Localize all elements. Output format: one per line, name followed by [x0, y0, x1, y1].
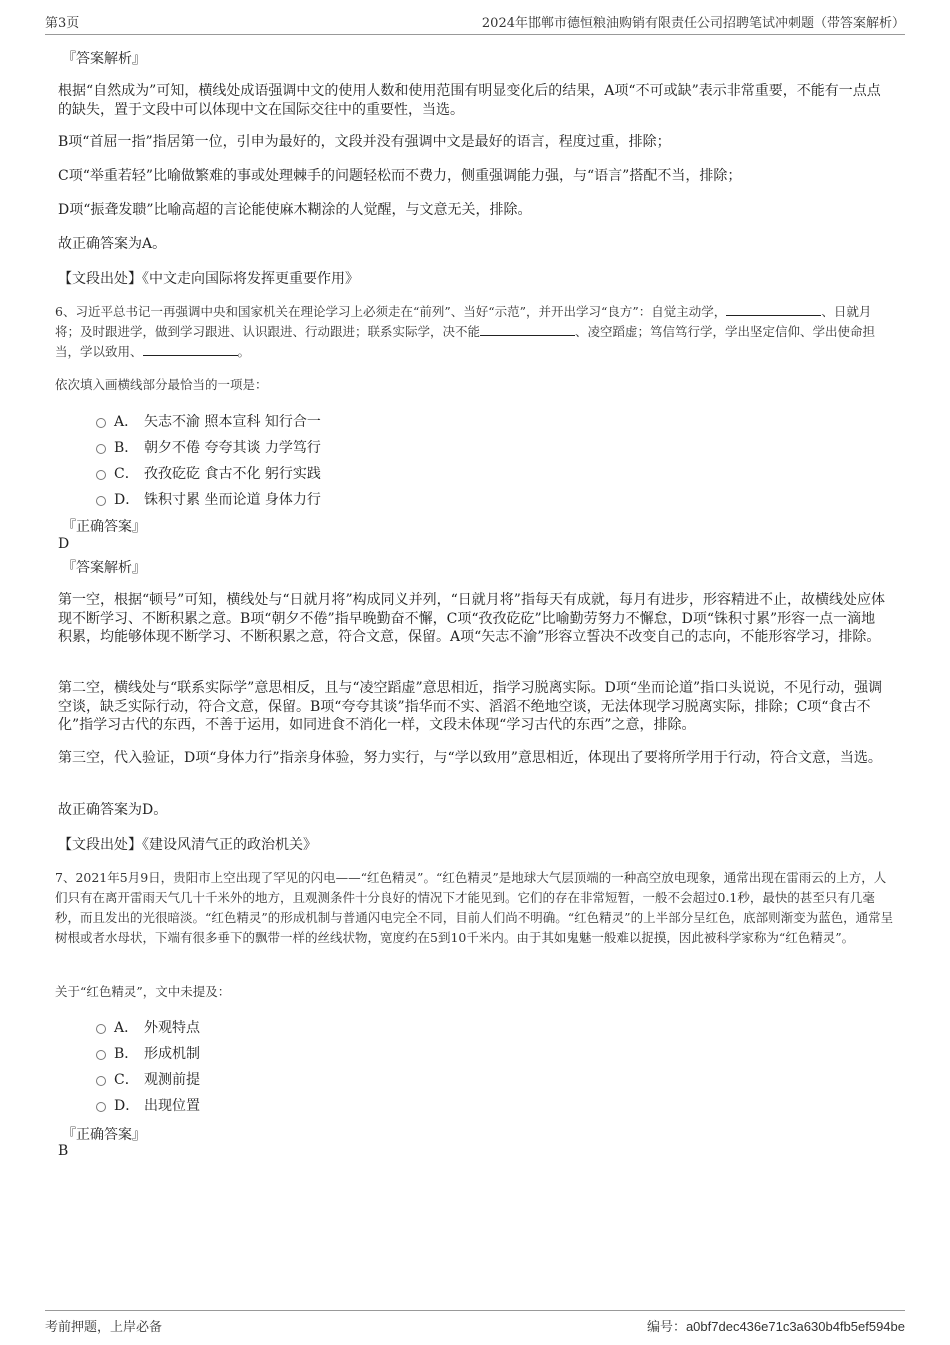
- option-c[interactable]: C． 观测前提: [96, 1069, 200, 1091]
- page-footer: [45, 1310, 905, 1336]
- correct-answer-label: 『正确答案』: [62, 1127, 146, 1143]
- question-prompt: 依次填入画横线部分最恰当的一项是：: [55, 377, 268, 392]
- analysis-paragraph: 第三空，代入验证，D项“身体力行”指亲身体验，努力实行，与“学以致用”意思相近，体现出了要将所学用于行动，符合文意，当选。: [58, 750, 882, 766]
- question-prompt: 关于“红色精灵”，文中未提及：: [55, 984, 231, 999]
- analysis-paragraph: D项“振聋发聩”比喻高超的言论能使麻木糊涂的人觉醒，与文意无关，排除。: [58, 202, 532, 218]
- analysis-paragraph: 第二空，横线处与“联系实际学”意思相反，且与“凌空蹈虚”意思相近，指学习脱离实际。D项“坐而论道”指口头说说，不见行动，强调空谈，缺乏实际行动，符合文意，保留。B项“夸夸其谈”指华而不实、滔滔不绝地空谈，无法体现学习脱离实际，排除；C项“食古不化”指学习古代的东西，不善于运用，如同进食不消化一样，文段未体现“学习古代的东西”之意，排除。: [58, 680, 883, 733]
- footer-slogan: 考前押题，上岸必备: [45, 1320, 163, 1335]
- question-stem: 7、2021年5月9日，贵阳市上空出现了罕见的闪电——“红色精灵”。“红色精灵”是地球大气层顶端的一种高空放电现象，通常出现在雷雨云的上方，人们只有在离开雷雨天气几十千米外的地方，且观测条件十分良好的情况下才能见到。它们的存在非常短暂，一般不会超过0.1秒，最快的甚至只有几毫秒，而且发出的光很暗淡。“红色精灵”的形成机制与普通闪电完全不同，目前人们尚不明确。“红色精灵”的上半部分呈红色，底部则渐变为蓝色，通常呈树根或者水母状，下端有很多垂下的飘带一样的丝线状物，宽度约在5到10千米内。由于其如鬼魅一般难以捉摸，因此被科学家称为“红色精灵”。: [55, 870, 894, 945]
- analysis-paragraph: 第一空，根据“顿号”可知，横线处与“日就月将”构成同义并列，“日就月将”指每天有成就，每月有进步，形容精进不止，故横线处应体现不断学习、不断积累之意。B项“朝夕不倦”指早晚勤奋不懈，C项“孜孜矻矻”比喻勤劳努力不懈怠，D项“铢积寸累”形容一点一滴地积累，均能够体现不断学习、不断积累之意，符合文意，保留。A项“矢志不渝”形容立誓决不改变自己的志向，不能形容学习，排除。: [58, 592, 885, 645]
- conclusion: 故正确答案为A。: [58, 236, 167, 252]
- radio-icon[interactable]: [96, 496, 106, 506]
- analysis-label: 『答案解析』: [62, 51, 146, 67]
- option-d[interactable]: D． 出现位置: [96, 1095, 200, 1117]
- option-b[interactable]: B． 朝夕不倦 夸夸其谈 力学笃行: [96, 437, 321, 459]
- analysis-paragraph: 根据“自然成为”可知，横线处成语强调中文的使用人数和使用范围有明显变化后的结果，A项“不可或缺”表示非常重要，不能有一点点的缺失，置于文段中可以体现中文在国际交往中的重要性，当选。: [58, 83, 881, 118]
- analysis-label: 『答案解析』: [62, 560, 146, 576]
- analysis-paragraph: C项“举重若轻”比喻做繁难的事或处理棘手的问题轻松而不费力，侧重强调能力强，与“语言”搭配不当，排除；: [58, 168, 742, 184]
- option-a[interactable]: A． 外观特点: [96, 1017, 200, 1039]
- radio-icon[interactable]: [96, 418, 106, 428]
- source-citation: 【文段出处】《建设风清气正的政治机关》: [58, 837, 317, 853]
- document-id: 编号：a0bf7dec436e71c3a630b4fb5ef594be: [646, 1319, 905, 1334]
- option-b[interactable]: B． 形成机制: [96, 1043, 200, 1065]
- correct-answer: D: [58, 536, 70, 552]
- blank-line: [726, 303, 821, 316]
- radio-icon[interactable]: [96, 470, 106, 480]
- option-a[interactable]: A． 矢志不渝 照本宣科 知行合一: [96, 411, 321, 433]
- conclusion: 故正确答案为D。: [58, 802, 168, 818]
- option-c[interactable]: C． 孜孜矻矻 食古不化 躬行实践: [96, 463, 321, 485]
- page-number: 第3页: [45, 16, 80, 31]
- correct-answer-label: 『正确答案』: [62, 519, 146, 535]
- radio-icon[interactable]: [96, 444, 106, 454]
- question-stem: 6、习近平总书记一再强调中央和国家机关在理论学习上必须走在“前列”、当好“示范”，并开出学习“良方”：自觉主动学， 、日就月将；及时跟进学，做到学习跟进、认识跟进、行动跟进；联系实际学，决不能 、凌空蹈虚；笃信笃行学，学出坚定信仰、学出使命担当，学以致用、 。: [55, 304, 876, 359]
- page-header: [45, 12, 905, 35]
- radio-icon[interactable]: [96, 1050, 106, 1060]
- analysis-paragraph: B项“首屈一指”指居第一位，引申为最好的，文段并没有强调中文是最好的语言，程度过重，排除；: [58, 134, 671, 150]
- blank-line: [143, 343, 238, 356]
- option-d[interactable]: D． 铢积寸累 坐而论道 身体力行: [96, 489, 321, 511]
- radio-icon[interactable]: [96, 1102, 106, 1112]
- radio-icon[interactable]: [96, 1076, 106, 1086]
- radio-icon[interactable]: [96, 1024, 106, 1034]
- document-title: 2024年邯郸市德恒粮油购销有限责任公司招聘笔试冲刺题（带答案解析）: [481, 16, 905, 31]
- source-citation: 【文段出处】《中文走向国际将发挥更重要作用》: [58, 271, 359, 287]
- blank-line: [480, 323, 575, 336]
- correct-answer: B: [58, 1143, 69, 1159]
